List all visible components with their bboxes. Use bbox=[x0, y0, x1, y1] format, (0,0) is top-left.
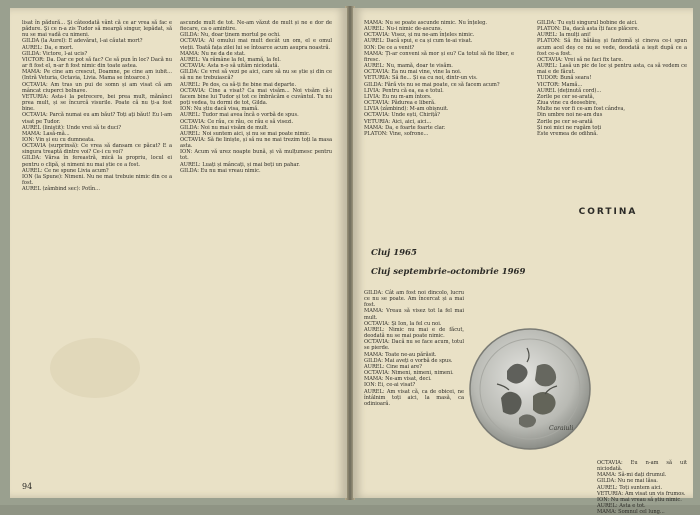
left-page bbox=[10, 8, 347, 498]
page-number: 94 bbox=[22, 482, 33, 491]
text-paragraph: MAMA: Nu ne da de stat. bbox=[180, 50, 246, 57]
right-column-4 bbox=[597, 460, 687, 515]
text-paragraph: GILDA: Vărsa în fereastră, mică la propriu, locul ei pentru o clipă, și nimeni nu mai știe ce a fost. bbox=[22, 155, 172, 168]
text-paragraph: ION: Nu mai vreau să știu nimic. bbox=[597, 496, 682, 503]
text-paragraph: AUREL: Ce ne spune Livia acum? bbox=[22, 167, 109, 174]
text-paragraph: AUREL (zâmbind sec): Potîn... bbox=[22, 186, 101, 193]
text-paragraph: OCTAVIA: Unde ești, Chiriță? bbox=[364, 112, 441, 119]
text-paragraph: LIVIA: Pentru că ea, ea e totul. bbox=[364, 87, 444, 94]
text-paragraph: GILDA: Nu ne mai lăsa. bbox=[597, 478, 658, 485]
text-paragraph: ION: Vin și eu cu dumneata. bbox=[22, 136, 95, 143]
text-paragraph: OCTAVIA: Eu n-am să uit niciodată. bbox=[597, 460, 687, 473]
text-paragraph: LIVIA: Eu nu m-am întors. bbox=[364, 93, 432, 100]
text-paragraph: OCTAVIA: Cine a visat? Ca mai visăm... Noi visăm că-i facem bine lui Tudor și tot ce îmbrăcăm e cuvântul. Tu nu poți vedea, tu dormi de tot, Gilda. bbox=[180, 87, 332, 107]
text-paragraph: OCTAVIA (surprinsă): Ce vrea să dansam ce păcat? E a singura treaptă dintre voi? Ce-i cu voi? bbox=[22, 143, 172, 156]
text-paragraph: MAMA: Vreau să visez tot la fel mai mult. bbox=[364, 308, 464, 321]
text-paragraph: AUREL: Nimic nu mai e de făcut, deodată nu se mai poate nimic. bbox=[364, 326, 464, 340]
text-paragraph: AUREL: Da, e mort. bbox=[22, 44, 74, 51]
text-paragraph: OCTAVIA: Vrei să ne faci fix tare. bbox=[537, 56, 623, 63]
text-paragraph: AUREL: Nu, mamă, doar te visăm. bbox=[364, 63, 453, 70]
text-paragraph: OCTAVIA: Dacă nu se face acum, totul se pierde. bbox=[364, 339, 464, 352]
text-paragraph: OCTAVIA: Pădurea e liberă. bbox=[364, 100, 436, 107]
text-paragraph: AUREL: Asta e tot. bbox=[597, 503, 646, 510]
text-paragraph: AUREL: Cine mai are? bbox=[364, 363, 423, 370]
text-paragraph: AUREL: Ia mulți ani! bbox=[537, 32, 591, 39]
text-paragraph: ION: De ce a venit? bbox=[364, 44, 415, 51]
text-paragraph: MAMA: Pe cine am crescut, Doamne, pe cine am iubit... (Intră Veturia, Octavia, Livia. Mama se întoarce.) bbox=[22, 69, 172, 82]
text-paragraph: GILDA: Victore, l-ai ucis? bbox=[22, 50, 88, 57]
text-paragraph: ION: Acum vă urez noapte bună, și vă mulțumesc pentru tot. bbox=[180, 149, 332, 162]
text-paragraph: PLATON: Să fiu bătăuș și fantomă și cineva ce-i spun acum acel deș ce nu se vede, deodată a ieșit după ce a fost ce-a fost. bbox=[537, 38, 687, 57]
text-paragraph: OCTAVIA: Nimeni, nimeni, nimeni. bbox=[364, 370, 454, 377]
text-paragraph: MAMA: Lasă-mă... bbox=[22, 130, 70, 137]
text-paragraph: GILDA: Noi nu mai visăm de mult. bbox=[180, 124, 269, 131]
text-paragraph: MAMA: Nu se poate ascunde nimic. Nu înțeleg. bbox=[364, 20, 488, 26]
text-paragraph: AUREL (liniştit): Unde vrei să te duci? bbox=[22, 124, 122, 131]
text-paragraph: GILDA: Cât am fost noi dincolo, lucru ce nu se poate. Am încercat și a mai fost. bbox=[364, 290, 464, 309]
text-paragraph: AUREL: Nu-i nimic de-ascuns. bbox=[364, 26, 443, 33]
text-paragraph: OCTAVIA: Ce rău, ce rău, ce rău e să visezi. bbox=[180, 118, 294, 125]
text-paragraph: TUDOR: Bună seara! bbox=[537, 75, 592, 82]
text-paragraph: PLATON: Vine, sofrone... bbox=[364, 130, 429, 137]
right-column-2 bbox=[537, 20, 687, 224]
right-column-3 bbox=[364, 290, 464, 486]
text-paragraph: MAMA: Ne-am visat, deci. bbox=[364, 376, 432, 383]
text-paragraph: AUREL: Dacă spui, e ca și cum te-ai visat. bbox=[364, 38, 473, 45]
text-paragraph: LIVIA (zâmbind): M-am obișnuit. bbox=[364, 106, 449, 113]
text-paragraph: GILDA: Mai aveți o vorbă de spus. bbox=[364, 357, 453, 364]
text-paragraph: AUREL: Toți suntem aici. bbox=[597, 484, 663, 491]
medal-signature: Caraiuli bbox=[549, 425, 574, 432]
text-paragraph: Din umbre noi ne-am dus bbox=[537, 112, 603, 119]
text-paragraph: Zorile pe cer se-arată bbox=[537, 118, 593, 125]
text-paragraph: VICTOR: Mamă... bbox=[537, 81, 583, 88]
text-paragraph: OCTAVIA: Visez, și nu ne-am înțeles nimic. bbox=[364, 32, 475, 39]
left-column-2 bbox=[180, 20, 332, 482]
text-paragraph: MAMA: Somnul cel lung... bbox=[597, 509, 665, 515]
text-paragraph: OCTAVIA: Asta n-o să uităm niciodată. bbox=[180, 63, 280, 70]
place-date-1: Cluj 1965 bbox=[371, 248, 417, 258]
text-paragraph: AUREL: Lasă un pic de loc și pentru asta, ca să vedem ce mai e de făcut. bbox=[537, 63, 687, 76]
text-paragraph: OCTAVIA: Parcă numai eu am băut? Toți ați băut! Eu l-am visat pe Tudor. bbox=[22, 112, 172, 125]
text-paragraph: GILDA: Eu nu mai vreau nimic. bbox=[180, 167, 261, 174]
text-paragraph: GILDA: Tu ești singurul bobine de aici. bbox=[537, 20, 638, 26]
text-paragraph: MAMA: Da, e foarte foarte clar. bbox=[364, 124, 446, 131]
text-paragraph: Ziua vine cu deosebire, bbox=[537, 100, 598, 107]
text-paragraph: OCTAVIA: Și Ion, la fel cu noi. bbox=[364, 320, 442, 327]
text-paragraph: ascunde mult de tot. Ne-am văzut de mult și ne e dor de fiecare, ca o amintire. bbox=[180, 20, 332, 33]
text-paragraph: lisat în pădură... Şi câteodată vânt că ce ar vrea să fac e pădure. Şi ce n-a zis Tudor să meargă singur, lepădat, să nu se mai vadă cu nimeni. bbox=[22, 20, 172, 39]
place-date-2: Cluj septembrie-octombrie 1969 bbox=[371, 267, 526, 277]
text-paragraph: VETURIA: Aici, aici, aici... bbox=[364, 118, 432, 125]
text-paragraph: GILDA: Fără vis nu se mai poate, ce să facem acum? bbox=[364, 81, 500, 88]
text-paragraph: AUREL: Luați și mâncați, și mai beți un pahar. bbox=[180, 161, 300, 168]
text-paragraph: OCTAVIA: Al omului mai mult decât un om, el e omul vieții. Toată fața zilei lui se întoarce acum asupra noastră. bbox=[180, 38, 332, 51]
text-paragraph: VETURIA: Asta-i la petrecere, bei prea mult, mănânci prea mult, și se încurcă visurile. Poate că nu ți-a fost bine. bbox=[22, 93, 172, 113]
curtain-heading: CORTINA bbox=[578, 207, 638, 217]
text-paragraph: ION: Ei, ce-ai visat? bbox=[364, 382, 416, 389]
text-paragraph: GILDA (la Aurel): E adevărat, l-ai căutat mort? bbox=[22, 38, 143, 45]
text-paragraph: AUREL (deținută cord)... bbox=[537, 87, 602, 94]
text-paragraph: OCTAVIA: Am tras un pui de somn și am visat că am mâncat ciuperci bolnave. bbox=[22, 81, 172, 94]
text-paragraph: MAMA: Toate ne-au părăsit. bbox=[364, 351, 437, 358]
text-paragraph: GILDA: Nu, doar ținem mortul pe ochi. bbox=[180, 32, 281, 39]
text-paragraph: OCTAVIA: Ea nu mai vine, vine la noi. bbox=[364, 69, 462, 76]
text-paragraph: MAMA: Ți-ar conveni să mor și eu? Ca totul să fie liber, e firesc. bbox=[364, 50, 514, 63]
text-paragraph: PLATON: Da, dacă asta îți face plăcere. bbox=[537, 26, 640, 33]
text-paragraph: VETURIA: Să fie... Și ea cu noi, dintr-un vis. bbox=[364, 75, 478, 82]
text-paragraph: ION (la Spune): Nimeni. Nu ne mai trebuie nimic din ce a fost. bbox=[22, 173, 172, 187]
text-paragraph: AUREL: Va rămâne la fel, mamă, la fel. bbox=[180, 56, 281, 63]
right-column-1 bbox=[364, 20, 514, 178]
text-paragraph: VETURIA: Am visat un vis frumos. bbox=[597, 490, 686, 497]
text-paragraph: AUREL: Pe dos, ca să-ți fie bine mai departe. bbox=[180, 81, 297, 88]
text-paragraph: ION: Nu știu dacă visa, mamă. bbox=[180, 106, 259, 113]
text-paragraph: Multe ne vor fi ce-am fost cândva, bbox=[537, 106, 626, 113]
text-paragraph: OCTAVIA: Să fie liniște, și să nu ne mai trezim toți la masa asta. bbox=[180, 136, 332, 150]
text-paragraph: AUREL: Am visat că, ca de obicei, ne întâlnim toți aici, la masă, ca odinioară. bbox=[364, 388, 464, 407]
text-paragraph: Este vremea de odihnă. bbox=[537, 130, 598, 137]
text-paragraph: GILDA: Ce vrei să vezi pe aici, care să nu se știe și din ce să nu ne trebuiască? bbox=[180, 69, 332, 82]
text-paragraph: VICTOR: Da. Dar ce pot să fac? Ce să pun în loc? Dacă nu ar fi fost el, n-ar fi fost nimic din toate astea. bbox=[22, 56, 172, 70]
medal-illustration bbox=[467, 326, 593, 452]
text-paragraph: Zorile pe cer se-arată, bbox=[537, 93, 595, 100]
left-column-1 bbox=[22, 20, 172, 478]
text-paragraph: AUREL: Tudor mai avea încă o vorbă de spus. bbox=[180, 112, 299, 119]
text-paragraph: Și noi mici ne rugăm toți bbox=[537, 124, 602, 131]
text-paragraph: AUREL: Noi suntem aici, și nu se mai poate nimic. bbox=[180, 130, 311, 137]
text-paragraph: MAMA: Să-mi dați drumul. bbox=[597, 472, 667, 479]
right-page bbox=[353, 8, 693, 515]
